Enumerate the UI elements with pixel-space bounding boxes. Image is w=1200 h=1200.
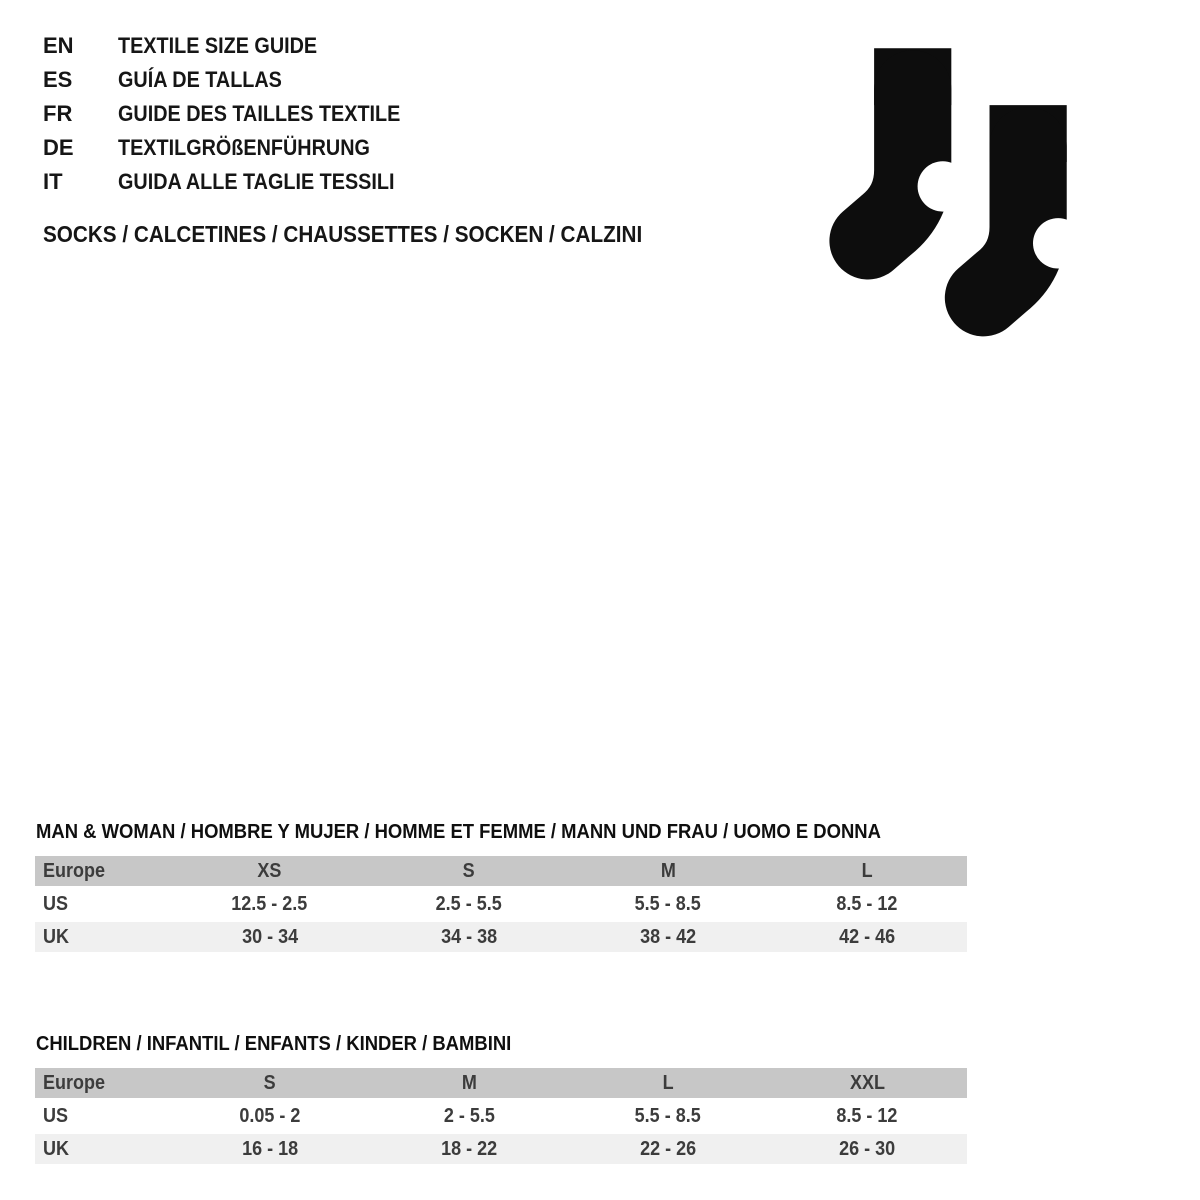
language-code: IT: [43, 169, 63, 194]
language-code: ES: [43, 67, 73, 92]
table-row-us: [35, 1101, 967, 1131]
size-cell: 8.5 - 12: [768, 889, 967, 919]
language-row-fr: [43, 97, 432, 131]
column-header-m: M: [569, 856, 768, 886]
language-title: TEXTILE SIZE GUIDE: [118, 33, 318, 58]
category-line: [43, 221, 709, 248]
size-cell: 34 - 38: [369, 922, 568, 952]
language-row-es: [43, 63, 432, 97]
language-title: GUIDA ALLE TAGLIE TESSILI: [118, 169, 395, 194]
socks-icon: [816, 33, 1114, 351]
language-title: GUÍA DE TALLAS: [118, 67, 282, 92]
table-row-uk: [35, 1134, 967, 1164]
size-cell: 42 - 46: [768, 922, 967, 952]
column-header-s: S: [170, 1068, 369, 1098]
language-title-list: [43, 29, 432, 199]
size-cell: 5.5 - 8.5: [569, 1101, 768, 1131]
size-cell: 26 - 30: [768, 1134, 967, 1164]
column-header-l: L: [768, 856, 967, 886]
language-row-de: [43, 131, 432, 165]
table-row-uk: [35, 922, 967, 952]
row-label: US: [35, 889, 170, 919]
children-size-table: [35, 1065, 967, 1167]
size-cell: 18 - 22: [369, 1134, 568, 1164]
table-header-row: [35, 1068, 967, 1098]
language-title: GUIDE DES TAILLES TEXTILE: [118, 101, 401, 126]
column-header-s: S: [369, 856, 568, 886]
row-label: UK: [35, 1134, 170, 1164]
table-header-row: [35, 856, 967, 886]
size-cell: 5.5 - 8.5: [569, 889, 768, 919]
size-cell: 12.5 - 2.5: [170, 889, 369, 919]
column-header-europe: Europe: [35, 1068, 170, 1098]
language-row-en: [43, 29, 432, 63]
column-header-xs: XS: [170, 856, 369, 886]
children-table-title: CHILDREN / INFANTIL / ENFANTS / KINDER / BAMBINI: [36, 1032, 512, 1055]
row-label: UK: [35, 922, 170, 952]
children-section: [35, 1032, 967, 1172]
language-code: EN: [43, 33, 74, 58]
table-row-us: [35, 889, 967, 919]
man-woman-table-title: MAN & WOMAN / HOMBRE Y MUJER / HOMME ET FEMME / MANN UND FRAU / UOMO E DONNA: [36, 820, 881, 843]
column-header-europe: Europe: [35, 856, 170, 886]
man-woman-section: [35, 820, 967, 960]
size-cell: 16 - 18: [170, 1134, 369, 1164]
language-code: FR: [43, 101, 73, 126]
category-line-text: SOCKS / CALCETINES / CHAUSSETTES / SOCKEN / CALZINI: [43, 221, 643, 247]
size-cell: 22 - 26: [569, 1134, 768, 1164]
size-cell: 2 - 5.5: [369, 1101, 568, 1131]
size-cell: 38 - 42: [569, 922, 768, 952]
column-header-m: M: [369, 1068, 568, 1098]
row-label: US: [35, 1101, 170, 1131]
size-cell: 2.5 - 5.5: [369, 889, 568, 919]
language-title: TEXTILGRÖßENFÜHRUNG: [118, 135, 370, 160]
column-header-xxl: XXL: [768, 1068, 967, 1098]
language-code: DE: [43, 135, 74, 160]
column-header-l: L: [569, 1068, 768, 1098]
size-cell: 30 - 34: [170, 922, 369, 952]
man-woman-size-table: [35, 853, 967, 955]
socks-icon-svg: [816, 33, 1114, 351]
language-row-it: [43, 165, 432, 199]
size-cell: 8.5 - 12: [768, 1101, 967, 1131]
size-cell: 0.05 - 2: [170, 1101, 369, 1131]
